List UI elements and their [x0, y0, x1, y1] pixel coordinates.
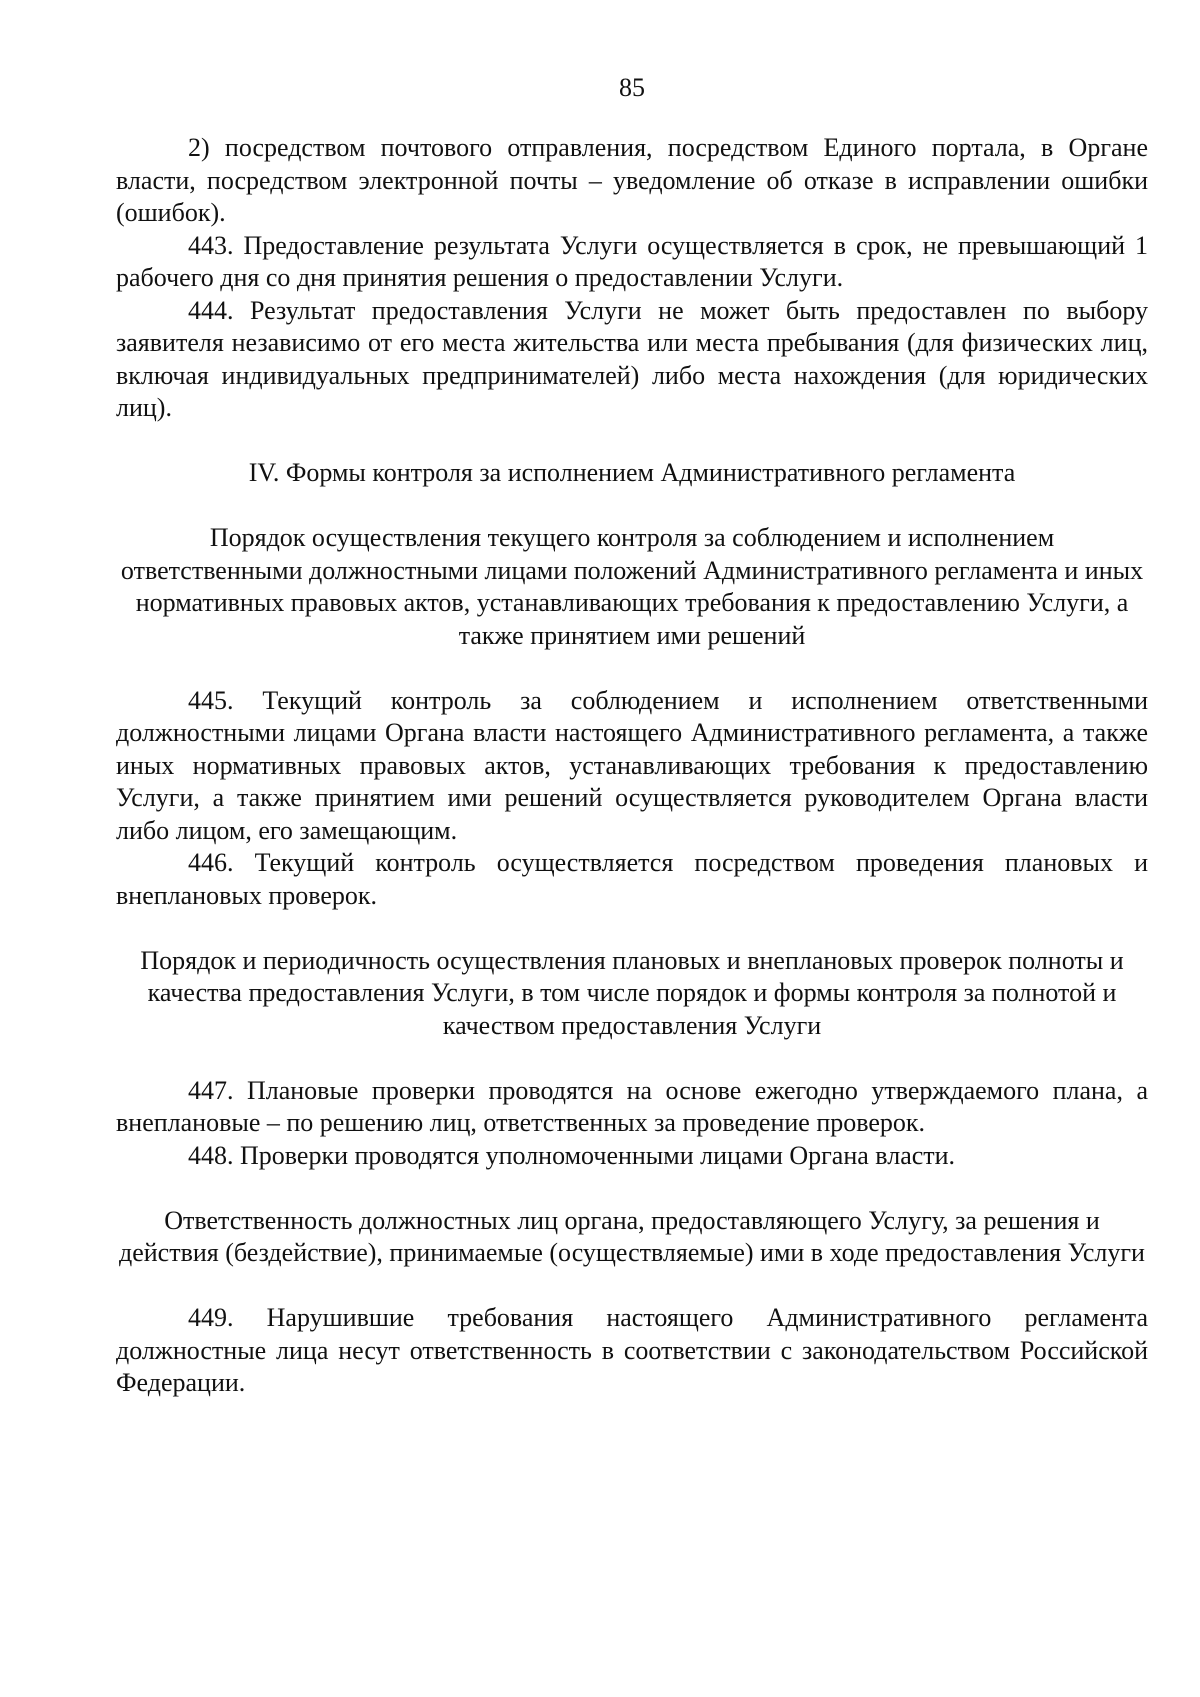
spacer — [116, 1270, 1148, 1303]
spacer — [116, 912, 1148, 945]
spacer — [116, 1042, 1148, 1075]
paragraph-448: 448. Проверки проводятся уполномоченными лицами Органа власти. — [188, 1140, 956, 1170]
paragraph-447: 447. Плановые проверки проводятся на основе ежегодно утверждаемого плана, а внеплановые – по решению лиц, ответственных за проведение проверок. — [116, 1075, 1148, 1137]
paragraph-449: 449. Нарушившие требования настоящего Административного регламента должностные лица несут ответственность в соответствии с законодательством Российской Федерации. — [116, 1303, 1148, 1397]
document-body — [116, 132, 1148, 1400]
paragraph-443: 443. Предоставление результата Услуги осуществляется в срок, не превышающий 1 рабочего дня со дня принятия решения о предоставлении Услуги. — [116, 230, 1148, 292]
spacer — [116, 1172, 1148, 1205]
spacer — [116, 652, 1148, 685]
paragraph-444: 444. Результат предоставления Услуги не может быть предоставлен по выбору заявителя независимо от его места жительства или места пребывания (для физических лиц, включая индивидуальных предпринимателей) либо места нахождения (для юридических лиц). — [116, 295, 1148, 422]
spacer — [116, 490, 1148, 523]
paragraph-445: 445. Текущий контроль за соблюдением и исполнением ответственными должностными лицами Органа власти настоящего Административного регламента, а также иных нормативных правовых актов, устанавливающих требования к предоставлению Услуги, а также принятием ими решений осуществляется руководителем Органа власти либо лицом, его замещающим. — [116, 685, 1148, 845]
paragraph-notification-methods: 2) посредством почтового отправления, посредством Единого портала, в Органе власти, посредством электронной почты – уведомление об отказе в исправлении ошибки (ошибок). — [116, 133, 1148, 227]
heading-current-control: Порядок осуществления текущего контроля за соблюдением и исполнением ответственными должностными лицами положений Административного регламента и иных нормативных правовых актов, устанавливающих требования к предоставлению Услуги, а также принятием ими решений — [120, 523, 1144, 650]
section-iv-title: IV. Формы контроля за исполнением Административного регламента — [248, 458, 1016, 487]
page-number: 85 — [619, 73, 645, 102]
paragraph-446: 446. Текущий контроль осуществляется посредством проведения плановых и внеплановых проверок. — [116, 848, 1148, 910]
heading-inspections: Порядок и периодичность осуществления плановых и внеплановых проверок полноты и качества предоставления Услуги, в том числе порядок и формы контроля за полнотой и качеством предоставления Услуги — [140, 945, 1124, 1040]
heading-responsibility: Ответственность должностных лиц органа, предоставляющего Услугу, за решения и действия (бездействие), принимаемые (осуществляемые) ими в ходе предоставления Услуги — [119, 1205, 1145, 1267]
spacer — [116, 425, 1148, 458]
